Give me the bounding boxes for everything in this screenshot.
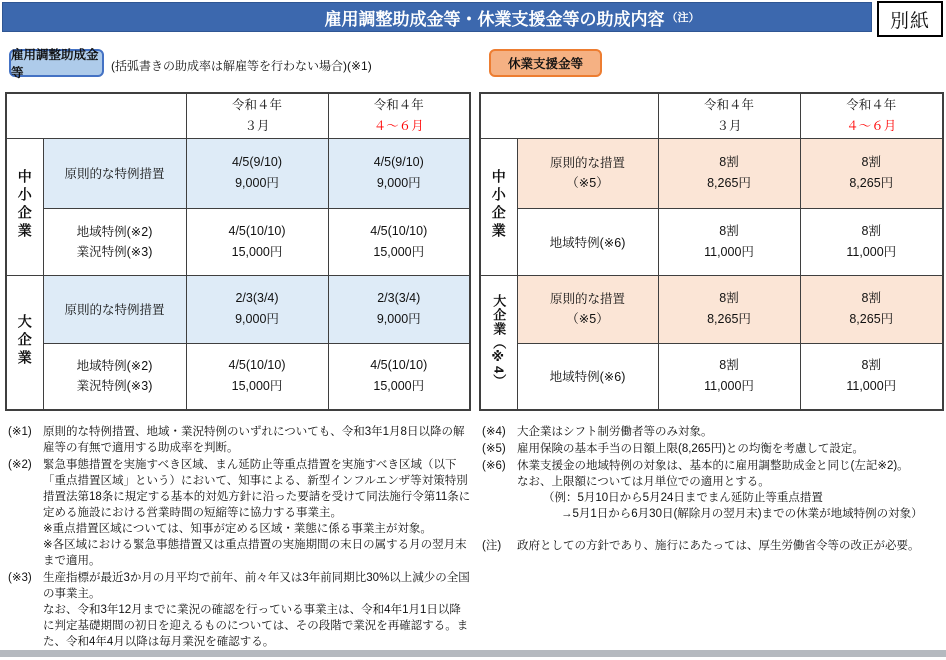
col-header-march: 令和４年 ３月: [658, 93, 800, 138]
empty-header-cell: [6, 93, 186, 138]
empty-header-cell: [480, 93, 658, 138]
col-header-apr-jun: 令和４年 ４～６月: [800, 93, 943, 138]
footnote-6-example-line2: →5月1日から6月30日(解除月の翌月末)までの休業が地域特例の対象）: [561, 508, 923, 520]
row-label: 地域特例(※6): [517, 343, 658, 410]
value-cell: 4/5(9/10) 9,000円: [186, 138, 328, 208]
footnote-5: (※5) 雇用保険の基本手当の日額上限(8,265円)との均衡を考慮して設定。: [482, 443, 864, 455]
table-row: [480, 275, 943, 343]
footnote-6-continued: なお、上限額については月単位での適用とする。: [517, 476, 770, 488]
table-row: [6, 208, 470, 275]
row-label: 原則的な措置 （※5）: [517, 275, 658, 343]
table-row: [480, 208, 943, 275]
corner-label-text: 別紙: [889, 10, 930, 32]
badge-caption: (括弧書きの助成率は解雇等を行わない場合)(※1): [111, 59, 372, 73]
group-header-large: 大企業（※4）: [480, 275, 517, 410]
footnote-general-note: (注) 政府としての方針であり、施行にあたっては、厚生労働省令等の改正が必要。: [482, 540, 920, 552]
value-cell: 8割 11,000円: [800, 208, 943, 275]
table-row: [480, 343, 943, 410]
value-cell: 8割 8,265円: [658, 138, 800, 208]
group-header-sme: 中小企業: [6, 138, 43, 275]
value-cell: 2/3(3/4) 9,000円: [328, 275, 470, 343]
badge-leave-support-payment: [489, 49, 602, 77]
value-cell: 8割 8,265円: [800, 275, 943, 343]
badge-employment-adjustment-subsidy-label: 雇用調整助成金等: [11, 48, 99, 80]
value-cell: 8割 11,000円: [800, 343, 943, 410]
value-cell: 8割 11,000円: [658, 208, 800, 275]
row-label: 原則的な措置 （※5）: [517, 138, 658, 208]
value-cell: 8割 8,265円: [800, 138, 943, 208]
value-cell: 4/5(9/10) 9,000円: [328, 138, 470, 208]
value-cell: 8割 11,000円: [658, 343, 800, 410]
footnote-6-example-line1: （例：5月10日から5月24日までまん延防止等重点措置: [543, 492, 823, 504]
footnotes-right: [482, 424, 942, 555]
footnote-3: (※3) 生産指標が最近3か月の月平均で前年、前々年又は3年前同期比30%以上減少の全国の事業主。 なお、令和3年12月までに業況の確認を行っている事業主は、令和4年1月1日以降に判定基礎期間の初日を迎えるものについては、その段階で業況を再確認する。また、令和4年4月以降は毎月業況を確認する。: [8, 572, 470, 648]
value-cell: 2/3(3/4) 9,000円: [186, 275, 328, 343]
footnote-2: (※2) 緊急事態措置を実施すべき区域、まん延防止等重点措置を実施すべき区域（以下「重点措置区域」という）において、知事による、新型インフルエンザ等対策特別措置法第18条に規定する基本的対処方針に沿った要請を受けて同法施行令第11条に定める施設における営業時間の短縮等に協力する事業主。 ※重点措置区域については、知事が定める区域・業態に係る事業主が対象。 ※各区域における緊急事態措置又は重点措置の実施期間の末日の属する月の翌月末まで適用。: [8, 459, 471, 567]
value-cell: 4/5(10/10) 15,000円: [186, 343, 328, 410]
footnote-4: (※4) 大企業はシフト制労働者等のみ対象。: [482, 426, 713, 438]
value-cell: 8割 8,265円: [658, 275, 800, 343]
title-bar: [2, 2, 872, 32]
footnote-2-sub1: ※重点措置区域については、知事が定める区域・業態に係る事業主が対象。: [43, 523, 432, 535]
corner-label-besshi: [877, 1, 943, 37]
row-label: 地域特例(※6): [517, 208, 658, 275]
table-header-row: [480, 93, 943, 138]
group-header-large: 大企業: [6, 275, 43, 410]
table-row: [480, 138, 943, 208]
footnote-3-continued: なお、令和3年12月までに業況の確認を行っている事業主は、令和4年1月1日以降に判定基礎期間の初日を迎えるものについては、その段階で業況を再確認する。また、令和4年4月以降は毎月業況を確認する。: [43, 604, 469, 648]
row-label: 地域特例(※2) 業況特例(※3): [43, 208, 186, 275]
badge-employment-adjustment-subsidy: [9, 48, 104, 80]
footnotes-left: [8, 424, 471, 651]
table-row: [6, 343, 470, 410]
row-label: 原則的な特例措置: [43, 275, 186, 343]
page-title-note: （注）: [666, 12, 700, 24]
row-label: 原則的な特例措置: [43, 138, 186, 208]
value-cell: 4/5(10/10) 15,000円: [328, 208, 470, 275]
footnote-1: (※1) 原則的な特例措置、地域・業況特例のいずれについても、令和3年1月8日以降の解雇等の有無で適用する助成率を判断。: [8, 426, 465, 454]
row-label: 地域特例(※2) 業況特例(※3): [43, 343, 186, 410]
value-cell: 4/5(10/10) 15,000円: [186, 208, 328, 275]
table-header-row: [6, 93, 470, 138]
group-header-sme: 中小企業: [480, 138, 517, 275]
leave-support-table: [479, 92, 944, 411]
col-header-apr-jun: 令和４年 ４～６月: [328, 93, 470, 138]
badge-leave-support-payment-label: 休業支援金等: [507, 57, 583, 71]
col-header-march: 令和４年 ３月: [186, 93, 328, 138]
value-cell: 4/5(10/10) 15,000円: [328, 343, 470, 410]
footnote-6: (※6) 休業支援金の地域特例の対象は、基本的に雇用調整助成金と同じ(左記※2)。 なお、上限額については月単位での適用とする。 （例：5月10日から5月24日までまん延防止等重点措置 →5月1日から6月30日(解除月の翌月末)までの休業が地域特例の対象）: [482, 458, 942, 522]
footnote-2-sub2: ※各区域における緊急事態措置又は重点措置の実施期間の末日の属する月の翌月末まで適用。: [43, 539, 467, 567]
page-title: 雇用調整助成金等・休業支援金等の助成内容: [324, 9, 665, 29]
table-row: [6, 275, 470, 343]
table-row: [6, 138, 470, 208]
page-bottom-edge: [0, 650, 946, 657]
employment-adjustment-table: [5, 92, 471, 411]
